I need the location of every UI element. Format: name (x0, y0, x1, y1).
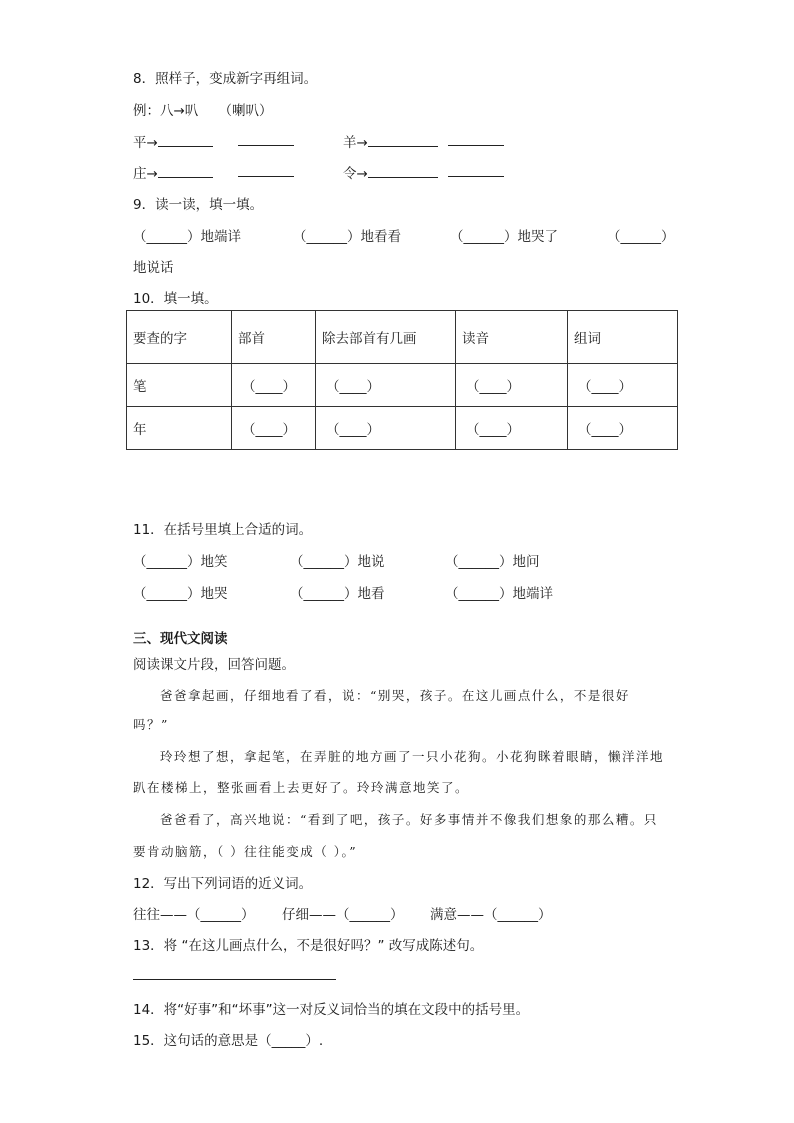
q10-title: 10．填一填。 (133, 291, 218, 307)
q8-word-slot (238, 131, 294, 150)
table-cell-blank[interactable]: （____） (568, 407, 678, 450)
q11-item[interactable]: （______）地哭 (133, 586, 228, 602)
table-row (127, 364, 678, 407)
passage-line: 要肯动脑筋，（ ）往往能变成（ ）。” (133, 844, 358, 859)
q8-char-label: 庄→ (133, 166, 158, 182)
q11-title: 11．在括号里填上合适的词。 (133, 522, 313, 538)
q9-title: 9．读一读，填一填。 (133, 197, 264, 213)
q12-item[interactable]: 仔细——（______） (282, 907, 404, 923)
q8-title: 8．照样子，变成新字再组词。 (133, 71, 318, 87)
passage-line: 爸爸看了，高兴地说：“看到了吧，孩子。好多事情并不像我们想象的那么糟。只 (160, 812, 658, 827)
table-header-cell: 读音 (456, 311, 568, 364)
table-header-row (127, 311, 678, 364)
q8-word-slot (238, 162, 294, 181)
q8-item-ling (343, 162, 438, 182)
q15-title[interactable]: 15．这句话的意思是（_____）. (133, 1033, 324, 1049)
answer-blank[interactable] (238, 162, 294, 177)
q8-word-slot (448, 162, 504, 181)
answer-blank[interactable] (158, 163, 213, 178)
answer-blank[interactable] (368, 163, 438, 178)
q12-item[interactable]: 往往——（______） (133, 907, 255, 923)
answer-blank[interactable] (238, 131, 294, 146)
q12-title: 12．写出下列词语的近义词。 (133, 876, 313, 892)
table-cell-blank[interactable]: （____） (456, 364, 568, 407)
q8-char-label: 羊→ (343, 135, 368, 151)
answer-blank[interactable] (448, 162, 504, 177)
q8-item-ping (133, 131, 213, 151)
q11-item[interactable]: （______）地问 (445, 554, 540, 570)
q11-item[interactable]: （______）地笑 (133, 554, 228, 570)
answer-blank[interactable] (368, 132, 438, 147)
table-cell-char: 年 (127, 407, 232, 450)
table-header-cell: 除去部首有几画 (316, 311, 456, 364)
lookup-table (126, 310, 678, 450)
q11-item[interactable]: （______）地说 (290, 554, 385, 570)
q8-char-label: 平→ (133, 135, 158, 151)
table-cell-blank[interactable]: （____） (232, 364, 316, 407)
q8-item-zhuang (133, 162, 213, 182)
q8-example: 例：八→叭 （喇叭） (133, 103, 273, 119)
section-title: 三、现代文阅读 (133, 631, 228, 647)
q12-item[interactable]: 满意——（______） (430, 907, 552, 923)
q8-item-yang (343, 131, 438, 151)
table-cell-blank[interactable]: （____） (232, 407, 316, 450)
table-header-cell: 要查的字 (127, 311, 232, 364)
q11-item[interactable]: （______）地端详 (445, 586, 553, 602)
table-cell-blank[interactable]: （____） (316, 364, 456, 407)
answer-blank[interactable] (158, 132, 213, 147)
q9-item[interactable]: （______）地看看 (293, 229, 401, 245)
table-row (127, 407, 678, 450)
passage-line: 玲玲想了想，拿起笔，在弄脏的地方画了一只小花狗。小花狗眯着眼睛，懒洋洋地 (160, 749, 665, 764)
table-cell-char: 笔 (127, 364, 232, 407)
q11-item[interactable]: （______）地看 (290, 586, 385, 602)
q8-word-slot (448, 131, 504, 150)
section-intro: 阅读课文片段，回答问题。 (133, 657, 295, 673)
q9-item[interactable]: （______）地端详 (133, 229, 241, 245)
answer-line[interactable] (133, 979, 336, 980)
passage-line: 爸爸拿起画，仔细地看了看，说：“别哭，孩子。在这儿画点什么，不是很好 (160, 688, 630, 703)
table-cell-blank[interactable]: （____） (568, 364, 678, 407)
passage-line: 吗？” (133, 717, 169, 732)
passage-line: 趴在楼梯上，整张画看上去更好了。玲玲满意地笑了。 (133, 780, 470, 795)
q14-title: 14．将“好事”和“坏事”这一对反义词恰当的填在文段中的括号里。 (133, 1002, 530, 1018)
q9-item[interactable]: （______）地哭了 (450, 229, 558, 245)
table-header-cell: 部首 (232, 311, 316, 364)
table-cell-blank[interactable]: （____） (316, 407, 456, 450)
q9-wrap-text: 地说话 (133, 260, 174, 276)
table-header-cell: 组词 (568, 311, 678, 364)
table-cell-blank[interactable]: （____） (456, 407, 568, 450)
q13-title: 13．将 “在这儿画点什么，不是很好吗？” 改写成陈述句。 (133, 938, 484, 954)
answer-blank[interactable] (448, 131, 504, 146)
q9-item[interactable]: （______） (607, 229, 675, 245)
q8-char-label: 令→ (343, 166, 368, 182)
